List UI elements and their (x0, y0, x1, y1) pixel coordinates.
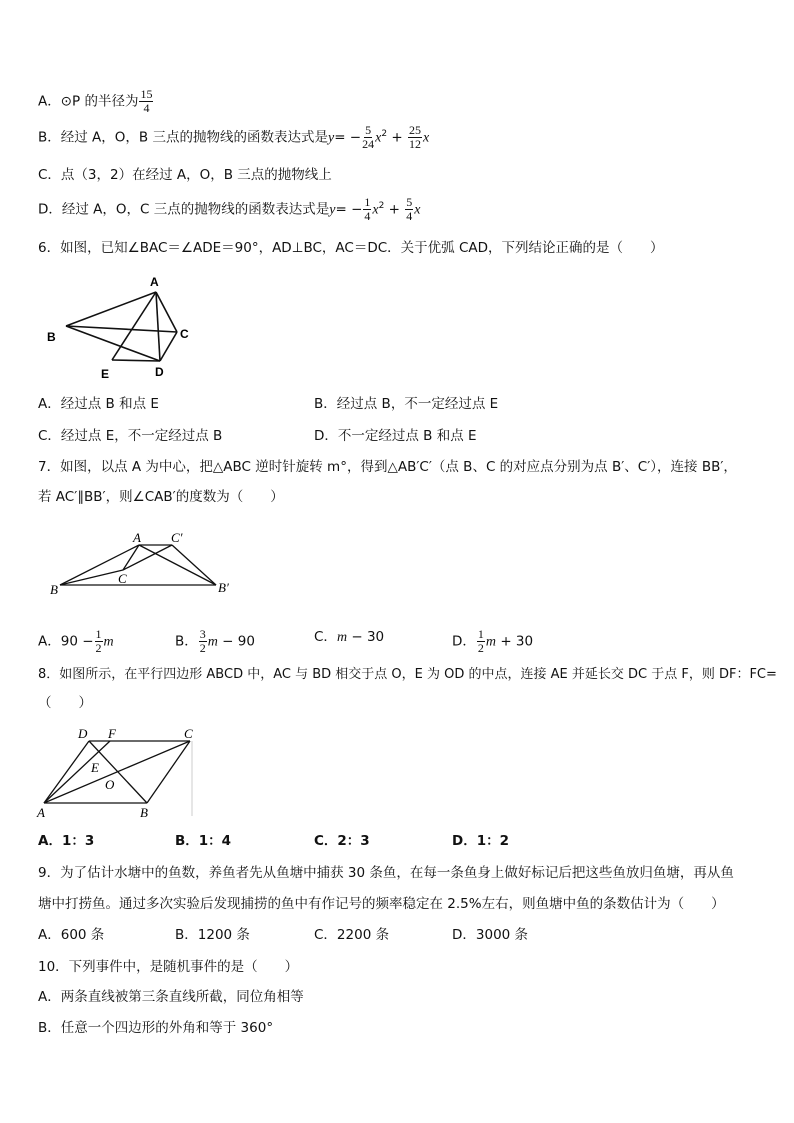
q6-option-c: C．经过点 E，不一定经过点 B (38, 428, 223, 444)
q5-option-c: C．点（3，2）在经过 A，O，B 三点的抛物线上 (38, 167, 332, 183)
q8-label-o: O (105, 777, 115, 792)
q5-option-b: B．经过 A，O，B 三点的抛物线的函数表达式是y= − $\frac{5}{24}$ $x^2$ + $\frac{25}{12}$ x (38, 123, 430, 151)
q6-label-c: C (180, 327, 189, 341)
q9-option-a: A．600 条 (38, 927, 105, 943)
q7-stem-line1: 7．如图，以点 A 为中心，把△ABC 逆时针旋转 m°，得到△AB′C′（点 B、C 的对应点分别为点 B′、C′），连接 BB′， (38, 459, 737, 475)
q8-label-e: E (91, 760, 99, 775)
q6-seg-cd (160, 332, 177, 361)
q6-label-d: D (155, 365, 164, 379)
q9-stem-line2: 塘中打捞鱼。通过多次实验后发现捕捞的鱼中有作记号的频率稳定在 2.5%左右，则鱼塘中鱼的条数估计为（ ） (38, 896, 725, 912)
q7-seg-ab (60, 545, 139, 585)
q9-option-c: C．2200 条 (314, 927, 390, 943)
q7-option-b: B． $\frac{3}{2}$ m − 90 (175, 627, 255, 655)
q7-figure (46, 528, 246, 600)
q6-seg-ac (156, 292, 177, 332)
q8-option-d: D．1：2 (452, 833, 509, 849)
q8-label-f: F (108, 726, 116, 741)
q10-option-b: B．任意一个四边形的外角和等于 360° (38, 1020, 274, 1036)
q6-figure (40, 268, 200, 383)
q6-stem: 6．如图，已知∠BAC＝∠ADE＝90°，AD⊥BC，AC＝DC．关于优弧 CAD，下列结论正确的是（ ） (38, 240, 664, 256)
q10-option-a: A．两条直线被第三条直线所截，同位角相等 (38, 989, 304, 1005)
q6-label-b: B (47, 330, 56, 344)
q10-stem: 10．下列事件中，是随机事件的是（ ） (38, 959, 299, 975)
q7-seg-bc (60, 570, 123, 585)
q6-option-b: B．经过点 B，不一定经过点 E (314, 396, 499, 412)
q8-stem-line1: 8．如图所示，在平行四边形 ABCD 中，AC 与 BD 相交于点 O，E 为 OD 的中点，连接 AE 并延长交 DC 于点 F，则 DF：FC= (38, 667, 777, 682)
q7-stem-line2: 若 AC′∥BB′，则∠CAB′的度数为（ ） (38, 489, 284, 505)
q7-option-c: C．m − 30 (314, 629, 385, 645)
q8-seg-af (44, 741, 110, 803)
q7-label-b: B (50, 582, 58, 597)
q7-label-c: C (118, 571, 127, 586)
q6-option-d: D．不一定经过点 B 和点 E (314, 428, 477, 444)
q5-b-prefix: B．经过 A，O，B 三点的抛物线的函数表达式是 (38, 129, 328, 146)
q8-stem-line2: （ ） (38, 695, 92, 711)
q7-label-a: A (133, 530, 141, 545)
q7-label-b2: B′ (218, 580, 229, 595)
q8-option-b: B．1：4 (175, 833, 232, 849)
q7-option-d: D． $\frac{1}{2}$ m + 30 (452, 627, 534, 655)
q8-label-a: A (37, 805, 45, 820)
q5-a-fraction: $\frac{15}{4}$ (140, 87, 153, 115)
q6-seg-ad (156, 292, 160, 361)
q8-label-b: B (140, 805, 148, 820)
q6-seg-bc (66, 326, 177, 332)
q5-option-d: D．经过 A，O，C 三点的抛物线的函数表达式是y= − $\frac{1}{4}$ $x^2$ + $\frac{5}{4}$ x (38, 195, 421, 223)
q7-label-c2: C′ (171, 530, 183, 545)
q9-option-b: B．1200 条 (175, 927, 250, 943)
q8-figure (34, 724, 204, 820)
q5-d-prefix: D．经过 A，O，C 三点的抛物线的函数表达式是 (38, 201, 330, 218)
q8-label-c: C (184, 726, 193, 741)
q6-seg-bd (66, 326, 160, 361)
q6-label-e: E (101, 367, 110, 381)
q5-option-a (38, 88, 154, 115)
q8-option-c: C．2：3 (314, 833, 370, 849)
q5-a-prefix: A．⊙P 的半径为 (38, 93, 139, 110)
q6-option-a: A．经过点 B 和点 E (38, 396, 159, 412)
q6-seg-ed (112, 360, 160, 361)
q9-stem-line1: 9．为了估计水塘中的鱼数，养鱼者先从鱼塘中捕获 30 条鱼，在每一条鱼身上做好标记后把这些鱼放归鱼塘，再从鱼 (38, 865, 734, 881)
q6-label-a: A (150, 275, 159, 289)
q6-seg-ae (112, 292, 156, 360)
q7-option-a: A．90 − $\frac{1}{2}$ m (38, 627, 114, 655)
q9-option-d: D．3000 条 (452, 927, 529, 943)
q8-option-a: A．1：3 (38, 833, 95, 849)
q7-seg-ab2 (139, 545, 216, 585)
q6-seg-ab (66, 292, 156, 326)
q8-label-d: D (78, 726, 88, 741)
